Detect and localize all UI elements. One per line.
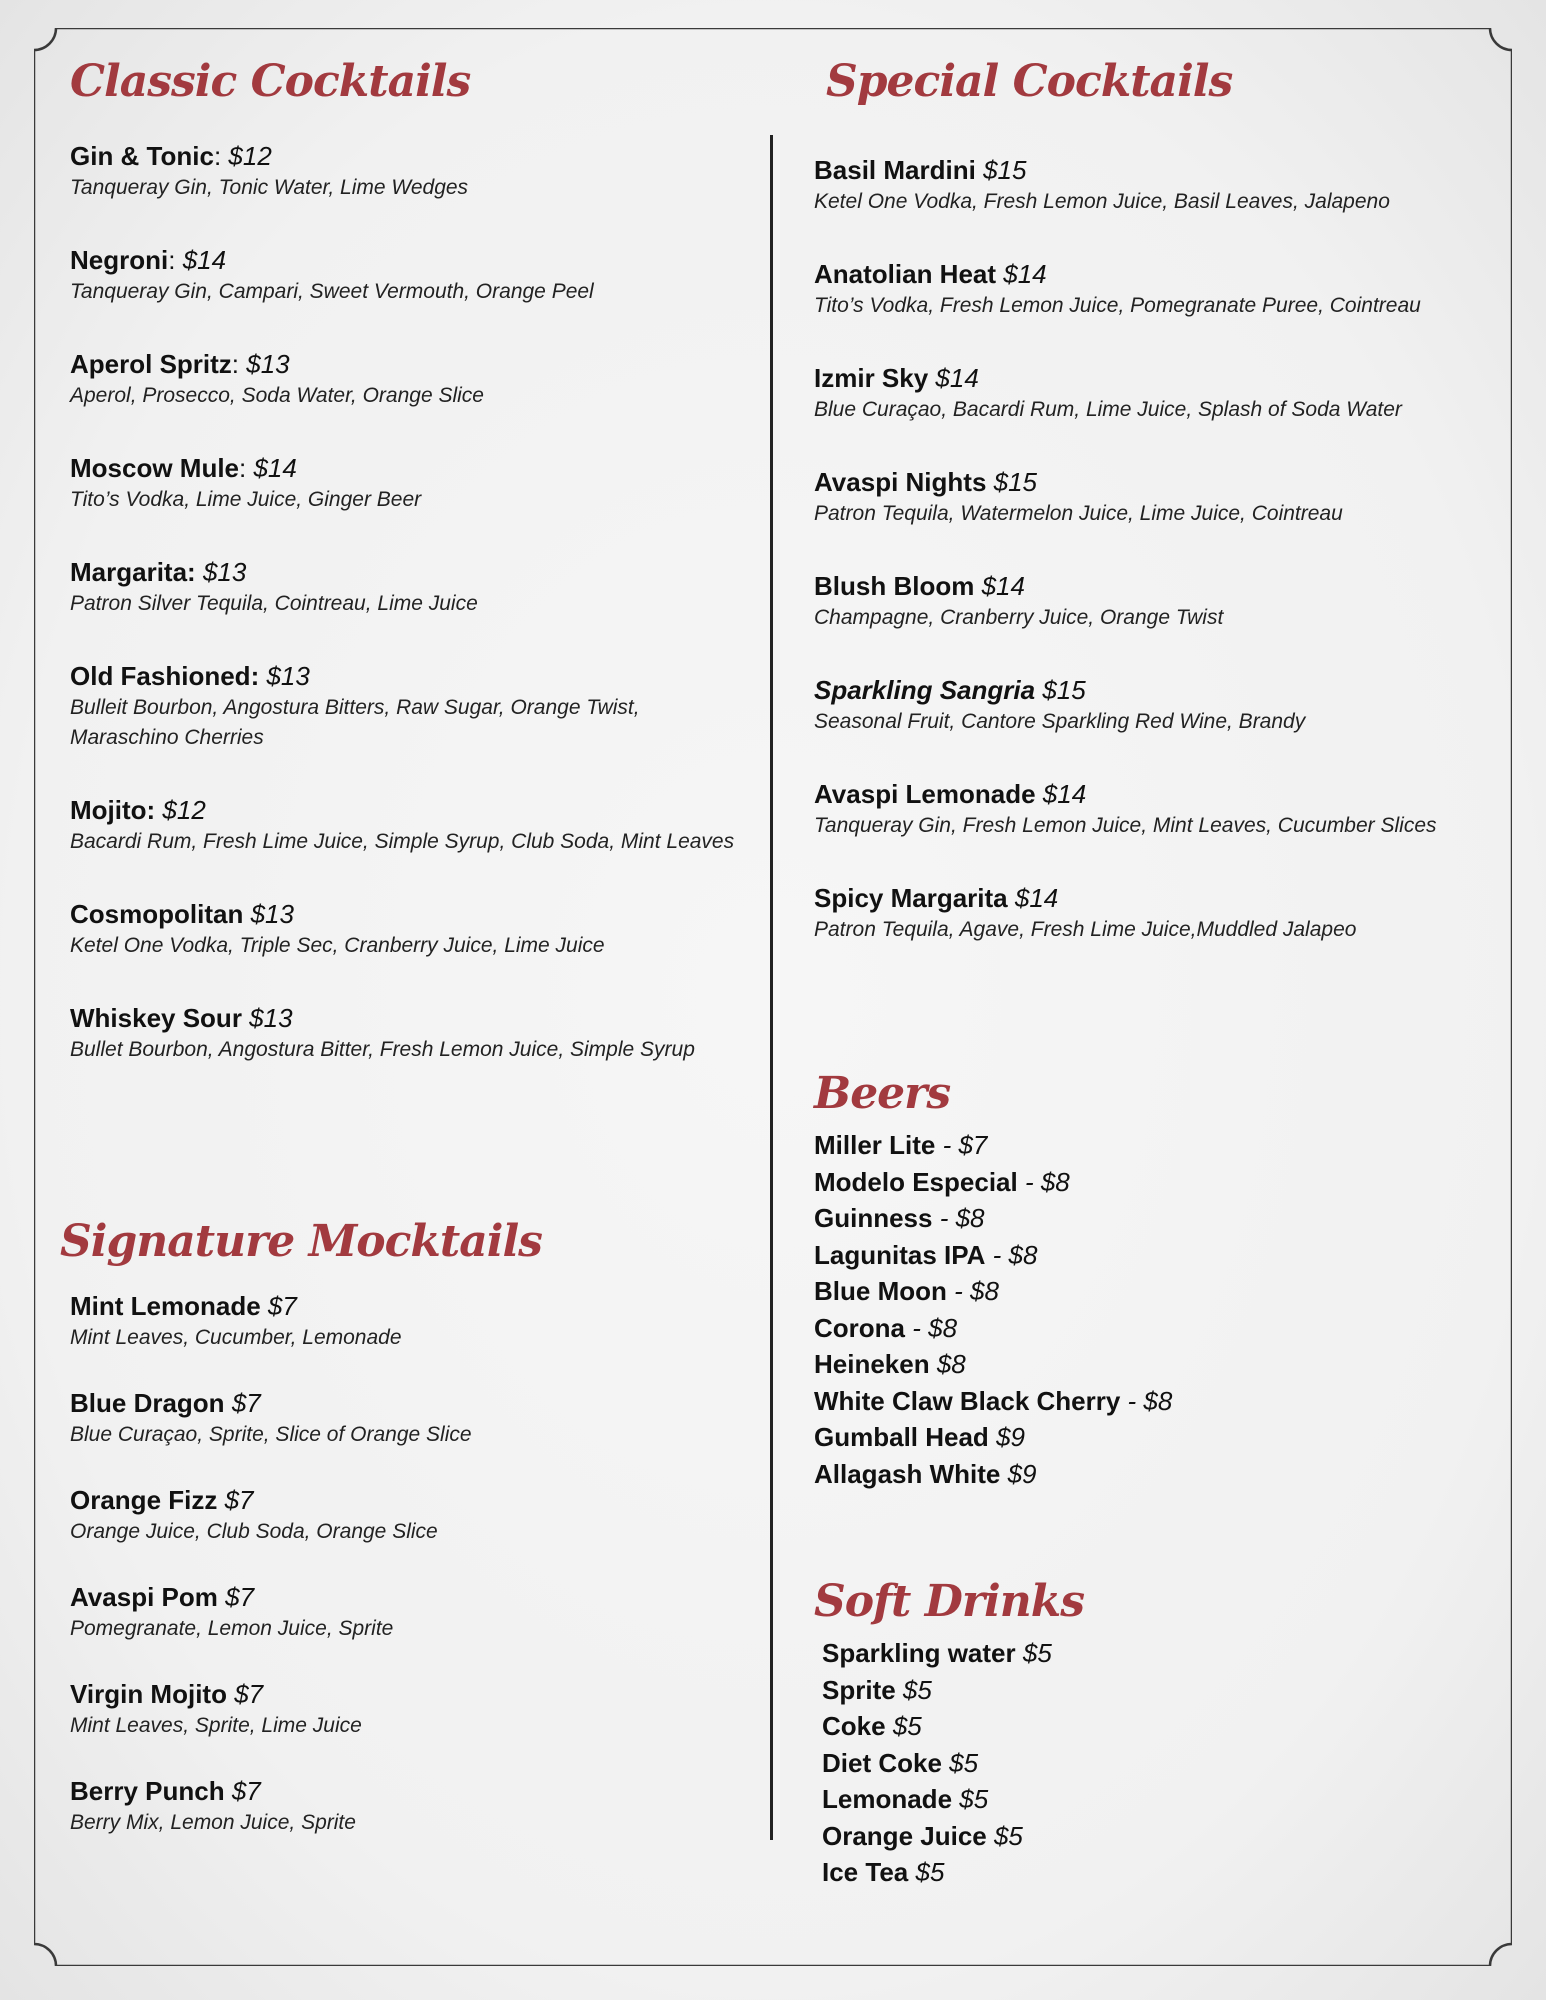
menu-item-title [814,673,1514,707]
menu-item-description: Patron Tequila, Agave, Fresh Lime Juice,Muddled Jalapeo [814,918,1357,941]
drink-price: - $7 [942,1130,988,1160]
menu-item [814,777,1514,841]
drink-name: Diet Coke [822,1747,942,1778]
signature-mocktails-heading: Signature Mocktails [60,1216,542,1267]
menu-item-name: Spicy Margarita [814,883,1008,913]
drink-price: $8 [936,1349,966,1379]
menu-item-title [70,347,750,381]
drink-name: Sparkling water [822,1638,1016,1668]
menu-item-title [70,1001,750,1035]
drink-price: - $8 [1024,1166,1070,1197]
menu-item-description: Blue Curaçao, Sprite, Slice of Orange Slice [70,1423,472,1446]
menu-item-name: Blush Bloom [814,571,975,601]
drink-list-item [814,1383,1494,1420]
menu-item-separator [217,1485,224,1515]
drink-name: White Claw Black Cherry [814,1385,1121,1416]
menu-item-price: $7 [267,1291,297,1321]
menu-item-name: Whiskey Sour [70,1003,242,1033]
drink-price: - $8 [912,1312,958,1343]
menu-item-price: $13 [266,661,310,691]
menu-item-price: $7 [231,1388,261,1418]
menu-item-title [70,1677,740,1711]
menu-item-description: Tito’s Vodka, Fresh Lemon Juice, Pomegranate Puree, Cointreau [814,294,1421,317]
drink-list-item [822,1635,1494,1672]
drink-name: Miller Lite [814,1130,936,1160]
menu-item-separator [196,557,203,587]
drink-price: - $8 [954,1276,999,1306]
menu-item-separator [225,1388,232,1418]
drink-price: $5 [892,1711,922,1741]
menu-item-separator: : [231,349,247,379]
menu-item [814,881,1514,945]
menu-item-name: Berry Punch [70,1776,225,1806]
menu-item-name: Avaspi Lemonade [814,779,1036,809]
menu-item-price: $7 [225,1582,255,1612]
menu-item-name: Old Fashioned: [70,661,260,691]
drink-list-item [822,1708,1494,1745]
menu-item-description: Seasonal Fruit, Cantore Sparkling Red Wine, Brandy [814,710,1306,733]
drink-list-item [814,1164,1494,1201]
menu-item-price: $13 [250,899,294,929]
right-column [814,56,1514,1887]
drink-list-item [814,1200,1494,1237]
drink-name: Gumball Head [814,1422,989,1452]
menu-item-name: Anatolian Heat [814,259,997,289]
menu-item-title [70,139,750,173]
drink-name: Orange Juice [822,1820,987,1851]
menu-item [70,451,750,515]
menu-item-price: $13 [246,349,290,379]
drink-list-item [814,1310,1494,1347]
menu-item-name: Basil Mardini [814,155,976,185]
menu-item-price: $7 [234,1679,264,1709]
beers-section [814,1068,1494,1492]
drink-list-item [814,1237,1494,1274]
menu-item-name: Avaspi Nights [814,467,987,497]
menu-item-description: Blue Curaçao, Bacardi Rum, Lime Juice, Splash of Soda Water [814,398,1402,421]
menu-item-title [70,243,750,277]
menu-item-title [814,777,1514,811]
classic-cocktails-list [70,139,750,1065]
menu-item-title [814,153,1514,187]
special-cocktails-list [814,153,1514,945]
menu-item [814,153,1514,217]
menu-item-name: Mint Lemonade [70,1291,261,1321]
drink-price: - $8 [1127,1385,1173,1416]
menu-item-description: Pomegranate, Lemon Juice, Sprite [70,1617,394,1640]
special-cocktails-heading: Special Cocktails [826,56,1233,107]
menu-item-separator [976,155,983,185]
drink-name: Allagash White [814,1458,1001,1489]
drink-price: - $8 [939,1203,985,1233]
classic-cocktails-section [70,56,750,1065]
drink-list-item [814,1127,1494,1164]
menu-item-title [70,793,750,827]
menu-item-name: Sparkling Sangria [814,675,1036,705]
drink-price: $5 [915,1857,945,1887]
menu-item-title [70,451,750,485]
menu-item [814,361,1514,425]
menu-item-title [814,257,1514,291]
menu-item [814,257,1514,321]
drink-name: Heineken [814,1349,930,1379]
menu-item-price: $7 [224,1485,254,1515]
menu-item-price: $14 [981,571,1025,601]
menu-item [814,673,1514,737]
menu-item-description: Patron Tequila, Watermelon Juice, Lime Juice, Cointreau [814,502,1343,525]
drink-price: $9 [996,1422,1025,1452]
drink-price: $5 [993,1820,1023,1851]
menu-item-name: Cosmopolitan [70,899,244,929]
menu-item [814,569,1514,633]
special-cocktails-section [814,56,1514,945]
menu-item-title [814,465,1514,499]
drink-list-item [814,1419,1494,1456]
menu-item-description: Bulleit Bourbon, Angostura Bitters, Raw Sugar, Orange Twist, Maraschino Cherries [70,696,640,749]
column-divider [770,135,773,1840]
menu-item [70,1483,740,1547]
drink-name: Modelo Especial [814,1166,1018,1197]
drink-list-item [822,1818,1494,1855]
menu-item-title [70,1483,740,1517]
menu-item-name: Gin & Tonic [70,141,214,171]
menu-item [70,1580,740,1644]
menu-item-name: Aperol Spritz [70,349,232,379]
menu-item-separator [261,1291,268,1321]
left-column [60,56,750,1834]
drink-price: - $8 [992,1239,1038,1270]
menu-item-name: Margarita: [70,557,196,587]
menu-item-name: Mojito: [70,795,156,825]
menu-item-title [70,897,750,931]
menu-item-separator [986,467,993,497]
menu-item [70,1386,740,1450]
menu-item-price: $12 [162,795,206,825]
menu-item-name: Izmir Sky [814,363,929,393]
menu-item-separator: : [168,245,183,275]
menu-item-description: Champagne, Cranberry Juice, Orange Twist [814,606,1224,629]
menu-item-name: Virgin Mojito [70,1679,227,1709]
menu-item-title [70,1580,740,1614]
menu-item-price: $12 [228,141,272,171]
soft-drinks-list [814,1635,1494,1891]
menu-item [70,659,750,753]
menu-item-description: Berry Mix, Lemon Juice, Sprite [70,1811,356,1834]
drink-name: Lemonade [822,1784,953,1814]
menu-item-description: Tanqueray Gin, Tonic Water, Lime Wedges [70,176,469,199]
signature-mocktails-section [60,1216,740,1838]
menu-item [814,465,1514,529]
drink-name: Coke [822,1711,886,1741]
menu-item-separator: : [239,453,254,483]
menu-item-price: $13 [202,557,247,587]
menu-item-separator [243,899,250,929]
menu-item-price: $14 [182,245,227,275]
menu-item [70,793,750,857]
menu-item-separator: : [213,141,229,171]
menu-item-price: $15 [993,467,1038,497]
menu-item-price: $7 [231,1776,261,1806]
drink-list-item [822,1745,1494,1782]
menu-item-price: $14 [1014,883,1059,913]
drink-list-item [822,1854,1494,1891]
menu-item-title [70,1386,740,1420]
soft-drinks-section [814,1576,1494,1891]
menu-item-description: Tito’s Vodka, Lime Juice, Ginger Beer [70,488,422,511]
menu-item-price: $15 [983,155,1027,185]
menu-item [70,1001,750,1065]
menu-item [70,243,750,307]
beers-heading: Beers [814,1068,951,1119]
menu-item-separator [1008,883,1015,913]
drink-list-item [822,1781,1494,1818]
menu-item [70,1774,740,1838]
menu-item-title [70,659,750,693]
menu-item-description: Mint Leaves, Cucumber, Lemonade [70,1326,402,1349]
drink-list-item [822,1672,1494,1709]
menu-item [70,139,750,203]
menu-item-description: Tanqueray Gin, Fresh Lemon Juice, Mint Leaves, Cucumber Slices [814,814,1437,837]
menu-item-name: Avaspi Pom [70,1582,218,1612]
menu-item-title [70,555,750,589]
drink-price: $5 [1022,1638,1052,1668]
menu-item [70,897,750,961]
signature-mocktails-list [60,1289,740,1838]
drink-name: Blue Moon [814,1276,947,1306]
menu-item-price: $14 [1003,259,1047,289]
drink-list-item [814,1346,1494,1383]
drink-list-item [814,1273,1494,1310]
menu-item-description: Bacardi Rum, Fresh Lime Juice, Simple Syrup, Club Soda, Mint Leaves [70,830,735,853]
classic-cocktails-heading: Classic Cocktails [70,56,471,107]
drink-name: Guinness [814,1203,933,1233]
menu-item-title [70,1289,740,1323]
menu-item-name: Orange Fizz [70,1485,218,1515]
drink-price: $5 [949,1747,979,1778]
menu-item-description: Tanqueray Gin, Campari, Sweet Vermouth, Orange Peel [70,280,594,303]
menu-item [70,347,750,411]
menu-item [70,555,750,619]
menu-item-price: $14 [935,363,979,393]
menu-item-price: $13 [249,1003,293,1033]
drink-name: Ice Tea [822,1857,909,1887]
menu-item-name: Negroni [70,245,169,275]
drink-name: Sprite [822,1674,896,1705]
menu-item-price: $14 [253,453,297,483]
menu-item-price: $14 [1042,779,1087,809]
menu-item [70,1677,740,1741]
menu-item-title [70,1774,740,1808]
drink-name: Lagunitas IPA [814,1239,986,1270]
menu-item [70,1289,740,1353]
drink-price: $5 [959,1784,989,1814]
menu-item-description: Ketel One Vodka, Triple Sec, Cranberry Juice, Lime Juice [70,934,605,957]
menu-item-name: Blue Dragon [70,1388,225,1418]
drink-name: Corona [814,1312,905,1343]
soft-drinks-heading: Soft Drinks [814,1576,1084,1627]
menu-item-description: Ketel One Vodka, Fresh Lemon Juice, Basil Leaves, Jalapeno [814,190,1390,213]
drink-list-item [814,1456,1494,1493]
menu-item-title [814,569,1514,603]
menu-item-description: Bullet Bourbon, Angostura Bitter, Fresh Lemon Juice, Simple Syrup [70,1038,695,1061]
menu-item-title [814,361,1514,395]
menu-item-separator [974,571,981,601]
menu-item-separator [1036,779,1043,809]
menu-item-description: Orange Juice, Club Soda, Orange Slice [70,1520,438,1543]
beers-list [814,1127,1494,1492]
menu-item-description: Patron Silver Tequila, Cointreau, Lime Juice [70,592,478,615]
menu-item-separator [225,1776,232,1806]
menu-item-description: Mint Leaves, Sprite, Lime Juice [70,1714,362,1737]
menu-item-description: Aperol, Prosecco, Soda Water, Orange Slice [70,384,484,407]
drink-price: $5 [902,1674,932,1705]
menu-item-title [814,881,1514,915]
drink-price: $9 [1007,1458,1037,1489]
menu-item-name: Moscow Mule [70,453,240,483]
menu-item-price: $15 [1042,675,1086,705]
